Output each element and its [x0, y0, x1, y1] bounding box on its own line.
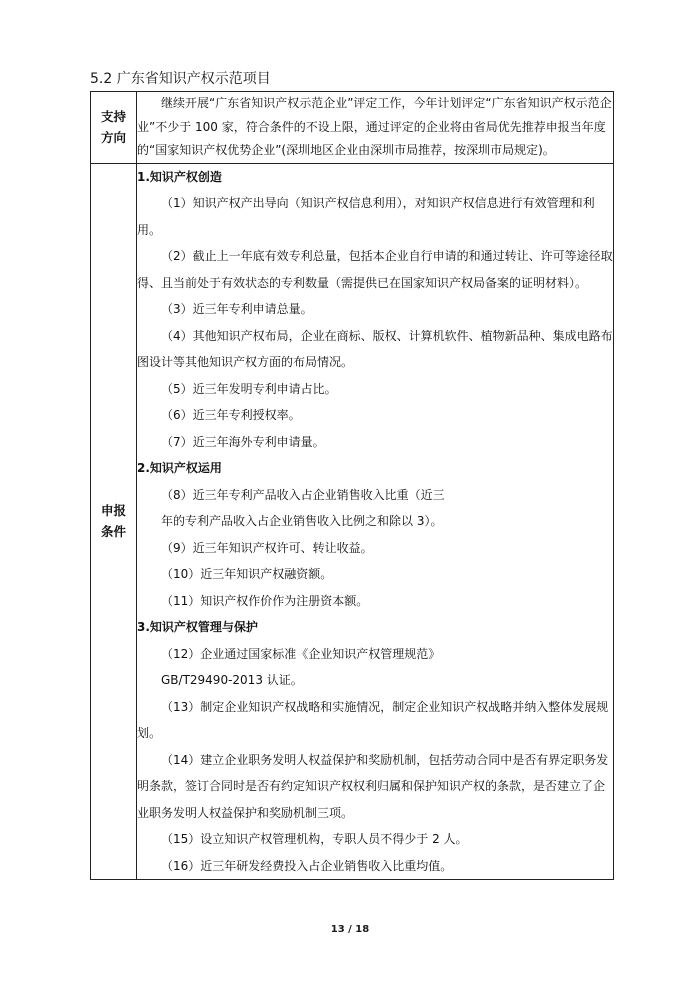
section-heading-creation: 1.知识产权创造: [137, 169, 222, 184]
criteria-table: [90, 91, 614, 880]
condition-item: （9）近三年知识产权许可、转让收益。: [161, 540, 373, 555]
support-row: [91, 92, 614, 164]
condition-item-line: GB/T29490-2013 认证。: [161, 673, 303, 687]
support-label-line2: 方向: [100, 130, 126, 146]
conditions-content: [137, 163, 614, 880]
condition-item: （4）其他知识产权布局，企业在商标、版权、计算机软件、植物新品种、集成电路布图设计等其他知识产权方面的布局情况。: [137, 328, 613, 369]
condition-item-line: 年的专利产品收入占企业销售收入比例之和除以 3）。: [161, 514, 443, 528]
conditions-row: [91, 163, 614, 880]
section-title: 5.2 广东省知识产权示范项目: [90, 71, 271, 87]
conditions-label-line2: 条件: [100, 524, 126, 540]
page-number: 13 / 18: [330, 924, 370, 935]
section-heading-utilization: 2.知识产权运用: [137, 461, 222, 475]
condition-item: （6）近三年专利授权率。: [161, 408, 301, 422]
support-content: [137, 92, 614, 164]
condition-item: （13）制定企业知识产权战略和实施情况，制定企业知识产权战略并纳入整体发展规划。: [137, 699, 609, 740]
condition-item: （1）知识产权产出导向（知识产权信息利用），对知识产权信息进行有效管理和利用。: [137, 196, 595, 237]
condition-item: （11）知识产权作价作为注册资本额。: [161, 593, 369, 608]
support-label-line1: 支持: [100, 109, 126, 125]
conditions-label: [91, 163, 137, 880]
section-heading-management: 3.知识产权管理与保护: [137, 620, 258, 634]
condition-item: （5）近三年发明专利申请占比。: [161, 381, 337, 396]
condition-item-line: （8）近三年专利产品收入占企业销售收入比重（近三: [161, 487, 445, 502]
support-text: 继续开展“广东省知识产权示范企业”评定工作，今年计划评定“广东省知识产权示范企业”不少于 100 家，符合条件的不设上限，通过评定的企业将由省局优先推荐申报当年度的“国家知识产权优势企业”(深圳地区企业由深圳市局推荐，按深圳市局规定)。: [137, 96, 612, 157]
condition-item: （14）建立企业职务发明人权益保护和奖励机制，包括劳动合同中是否有界定职务发明条款，签订合同时是否有约定知识产权权利归属和保护知识产权的条款，是否建立了企业职务发明人权益保护和奖励机制三项。: [137, 752, 609, 820]
condition-item-line: （12）企业通过国家标准《企业知识产权管理规范》: [161, 646, 441, 661]
condition-item: （10）近三年知识产权融资额。: [161, 567, 333, 581]
condition-item: （2）截止上一年底有效专利总量，包括本企业自行申请的和通过转让、许可等途径取得、且当前处于有效状态的专利数量（需提供已在国家知识产权局备案的证明材料）。: [137, 249, 613, 290]
condition-item: （7）近三年海外专利申请量。: [161, 434, 325, 449]
support-label: [91, 92, 137, 164]
condition-item: （16）近三年研发经费投入占企业销售收入比重均值。: [161, 858, 453, 873]
condition-item: （15）设立知识产权管理机构，专职人员不得少于 2 人。: [161, 832, 468, 846]
condition-item: （3）近三年专利申请总量。: [161, 302, 313, 316]
conditions-label-line1: 申报: [100, 503, 126, 519]
